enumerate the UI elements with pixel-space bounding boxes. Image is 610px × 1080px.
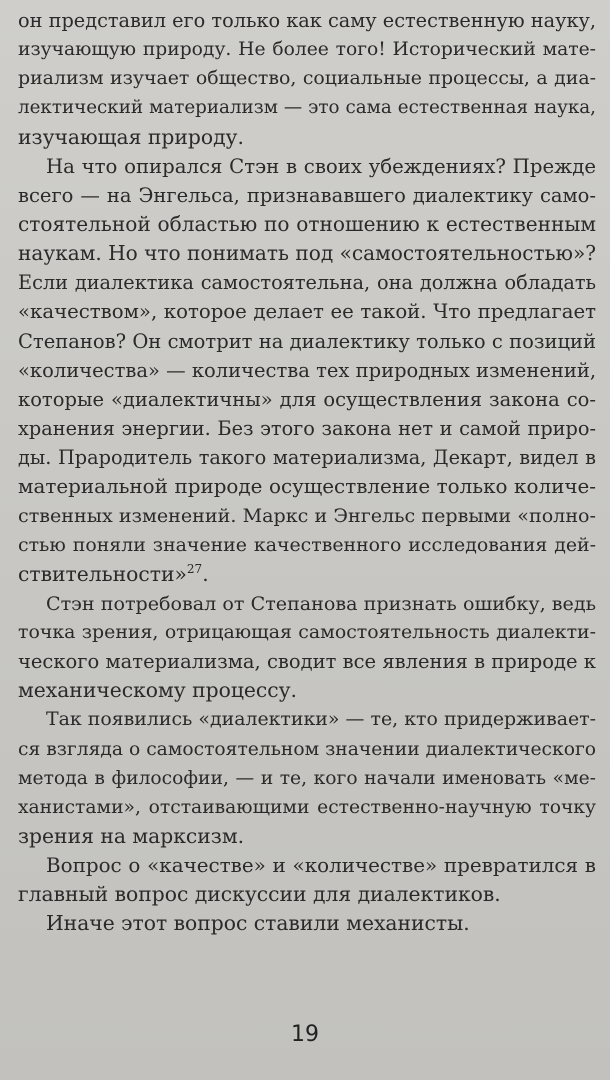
text-line: точка зрения, отрицающая самостоятельность диалекти- xyxy=(18,620,596,643)
text-line: «количества» — количества тех природных изменений, xyxy=(18,358,597,382)
text-line: стью поняли значение качественного исследования дей- xyxy=(18,533,596,556)
text-line: Если диалектика самостоятельна, она должна обладать xyxy=(18,271,596,295)
text-line: метода в философии, — и те, кого начали именовать «ме- xyxy=(18,767,596,789)
text-line: ды. Прародитель такого материализма, Декарт, видел в xyxy=(18,446,596,470)
text-line xyxy=(18,560,596,589)
text-fragment: . xyxy=(202,561,209,586)
text-line: материальной природе осуществление только количе- xyxy=(18,475,596,499)
text-line: Стэн потребовал от Степанова признать ошибку, ведь xyxy=(46,591,596,615)
text-line: Иначе этот вопрос ставили механисты. xyxy=(46,911,470,936)
page-number: 19 xyxy=(291,1022,319,1047)
paragraph-3 xyxy=(18,589,596,706)
text-line: ственных изменений. Маркс и Энгельс первыми «полно- xyxy=(18,504,596,528)
text-line: которые «диалектичны» для осуществления закона со- xyxy=(18,387,596,411)
text-line: На что опирался Стэн в своих убеждениях? Прежде xyxy=(46,154,596,178)
footnote-marker[interactable]: 27 xyxy=(186,561,203,576)
text-line: ханистами», отстаивающими естественно-научную точку xyxy=(18,796,596,818)
text-line: Так появились «диалектики» — те, кто придерживает- xyxy=(46,708,596,731)
text-line: «качеством», которое делает ее такой. Что предлагает xyxy=(18,300,596,324)
text-line: механическому процессу. xyxy=(18,678,298,703)
text-line: риализм изучает общество, социальные процессы, а диа- xyxy=(18,67,596,90)
text-line: изучающую природу. Не более того! Исторический мате- xyxy=(18,39,596,61)
text-line: Степанов? Он смотрит на диалектику только с позиций xyxy=(18,329,596,353)
text-line: хранения энергии. Без этого закона нет и самой приро- xyxy=(18,416,596,440)
text-line: наукам. Но что понимать под «самостоятельностью»? xyxy=(18,241,597,266)
text-line: Вопрос о «качестве» и «количестве» превратился в xyxy=(46,854,596,878)
paragraph-6 xyxy=(18,909,596,938)
text-line: он представил его только как саму естественную науку, xyxy=(18,9,596,32)
text-line: изучающая природу. xyxy=(18,124,244,149)
text-line: всего — на Энгельса, признававшего диалектику само- xyxy=(18,183,596,207)
text-line: зрения на марксизм. xyxy=(18,823,245,848)
text-line: ся взгляда о самостоятельном значении диалектического xyxy=(18,738,596,760)
body-text xyxy=(18,6,596,939)
paragraph-4 xyxy=(18,705,596,851)
paragraph-1 xyxy=(18,6,596,152)
text-fragment: ствительности» xyxy=(18,561,187,586)
text-line: стоятельной областью по отношению к естественным xyxy=(18,211,596,236)
paragraph-2 xyxy=(18,152,596,589)
text-line: ческого материализма, сводит все явления в природе к xyxy=(18,650,596,674)
paragraph-5 xyxy=(18,851,596,909)
text-line: главный вопрос дискуссии для диалектиков. xyxy=(18,882,501,907)
text-line: лектический материализм — это сама естественная наука, xyxy=(18,97,596,119)
